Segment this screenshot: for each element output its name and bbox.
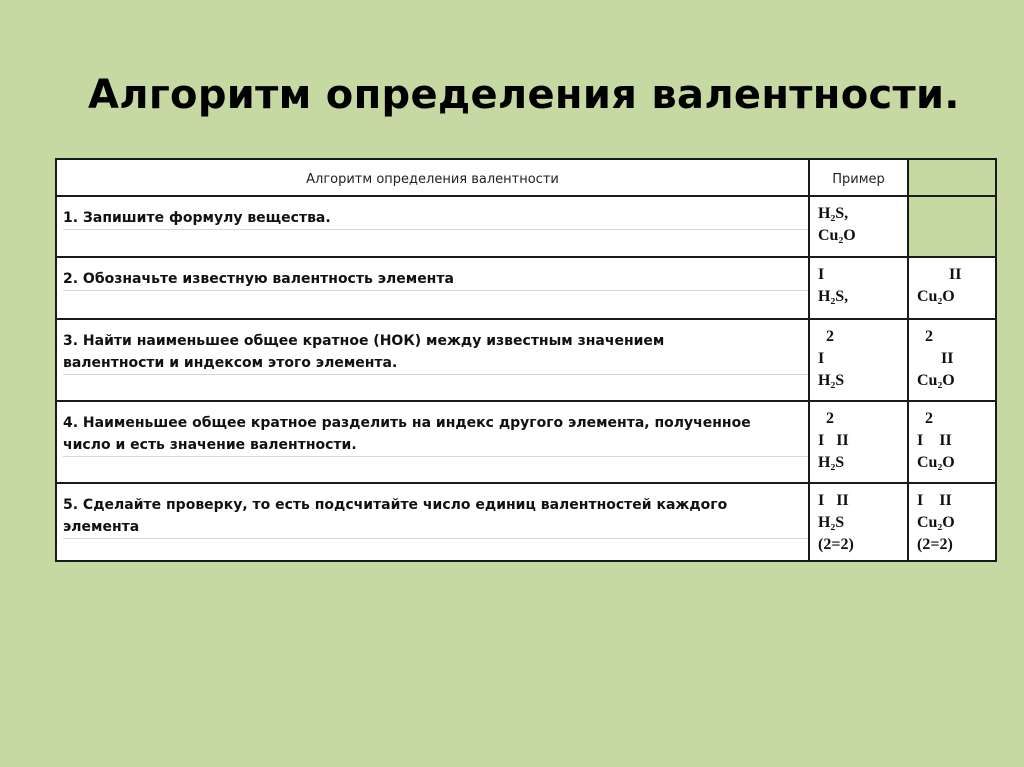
example-line: I II [818,492,849,509]
example-line: Cu₂O [917,288,955,305]
example-line: Cu₂O [818,227,856,244]
header-example: Пример [810,160,909,195]
table-row [57,320,995,402]
page-title: Алгоритм определения валентности. [88,72,960,118]
example-line: H₂S [818,514,845,531]
example-cu2o [909,258,995,318]
example-line: 2 [917,410,933,427]
example-line: I II [917,432,952,449]
example-line: H₂S, [818,205,849,222]
step-text: 1. Запишите формулу вещества. [63,207,808,230]
example-line: Cu₂O [917,514,955,531]
example-line: II [917,350,954,367]
example-h2s [810,320,909,400]
example-cu2o [909,320,995,400]
table-row [57,258,995,320]
step-text: 2. Обозначьте известную валентность элемента [63,268,808,291]
example-line: H₂S [818,454,845,471]
step-text: 4. Наименьшее общее кратное разделить на индекс другого элемента, полученное число и есть значение валентности. [63,412,808,457]
example-line: 2 [818,410,834,427]
example-line: I II [917,492,952,509]
step-text: 5. Сделайте проверку, то есть подсчитайте число единиц валентностей каждого элемента [63,494,808,539]
header-empty [909,160,995,195]
example-h2s [810,402,909,482]
example-cu2o [909,402,995,482]
example-empty [909,197,995,256]
header-algorithm: Алгоритм определения валентности [57,160,810,195]
example-line: Cu₂O [917,372,955,389]
table-header-row [57,160,995,197]
example-h2s [810,484,909,560]
example-h2s [810,197,909,256]
table-row [57,197,995,258]
example-line: I [818,266,825,283]
step-text: 3. Найти наименьшее общее кратное (НОК) между известным значением валентности и индексом этого элемента. [63,330,808,375]
example-line: Cu₂O [917,454,955,471]
example-line: 2 [818,328,834,345]
example-line: H₂S [818,372,845,389]
example-line: I II [818,432,849,449]
example-line: 2 [917,328,933,345]
table-row [57,402,995,484]
example-line: H₂S, [818,288,849,305]
example-line: (2=2) [818,536,854,553]
valence-algorithm-table [55,158,997,562]
example-line: I [818,350,825,367]
table-row [57,484,995,560]
example-cu2o [909,484,995,560]
example-h2s [810,258,909,318]
example-line: II [917,266,962,283]
example-line: (2=2) [917,536,953,553]
